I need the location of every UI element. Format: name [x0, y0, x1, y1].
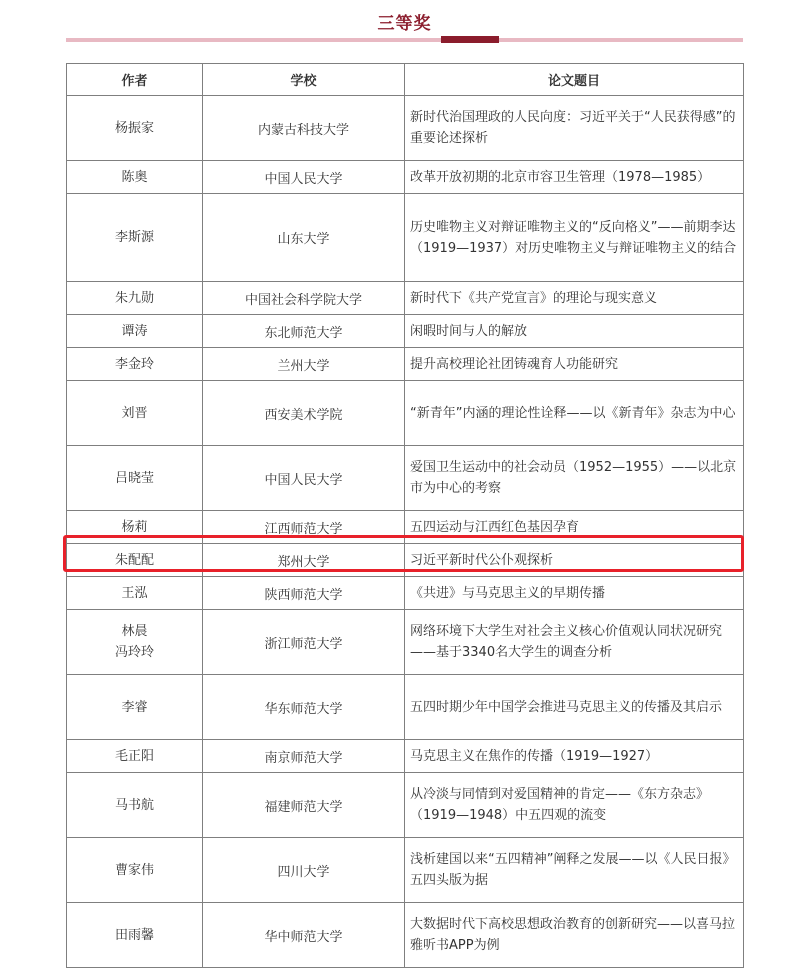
- header-author: 作者: [67, 64, 203, 96]
- author-name: 马书航: [114, 797, 154, 813]
- title-cell: 习近平新时代公仆观探析: [405, 544, 744, 577]
- author-name: 林晨: [121, 624, 148, 639]
- author-name: 杨振家: [114, 120, 154, 136]
- author-name: 冯玲玲: [114, 645, 154, 660]
- school-cell: 东北师范大学: [203, 315, 405, 348]
- author-cell: [67, 381, 203, 446]
- school-cell: 中国人民大学: [203, 161, 405, 194]
- table-row: [67, 161, 744, 194]
- title-cell: 爱国卫生运动中的社会动员（1952—1955）——以北京市为中心的考察: [405, 446, 744, 511]
- table-row: [67, 740, 744, 773]
- table-row: [67, 282, 744, 315]
- table-row: [67, 381, 744, 446]
- table-row: [67, 675, 744, 740]
- author-name: 曹家伟: [114, 862, 154, 878]
- table-header-row: [67, 64, 744, 96]
- school-cell: 陕西师范大学: [203, 577, 405, 610]
- school-cell: 华东师范大学: [203, 675, 405, 740]
- table-row: [67, 544, 744, 577]
- title-underline: [66, 38, 743, 42]
- title-cell: 浅析建国以来“五四精神”阐释之发展——以《人民日报》五四头版为据: [405, 838, 744, 903]
- title-cell: 新时代治国理政的人民向度：习近平关于“人民获得感”的重要论述探析: [405, 96, 744, 161]
- section-title: 三等奖: [377, 14, 432, 34]
- author-cell: [67, 903, 203, 968]
- school-cell: 山东大学: [203, 194, 405, 282]
- author-name: 谭涛: [121, 323, 148, 339]
- author-cell: [67, 194, 203, 282]
- author-cell: [67, 315, 203, 348]
- table-row: [67, 610, 744, 675]
- school-cell: 江西师范大学: [203, 511, 405, 544]
- title-cell: 大数据时代下高校思想政治教育的创新研究——以喜马拉雅听书APP为例: [405, 903, 744, 968]
- school-cell: 中国社会科学院大学: [203, 282, 405, 315]
- school-cell: 兰州大学: [203, 348, 405, 381]
- author-cell: [67, 838, 203, 903]
- author-name: 毛正阳: [114, 748, 154, 764]
- author-name: 朱九勋: [114, 290, 154, 306]
- table-row: [67, 446, 744, 511]
- title-cell: 《共进》与马克思主义的早期传播: [405, 577, 744, 610]
- author-cell: [67, 740, 203, 773]
- author-cell: [67, 544, 203, 577]
- table-row: [67, 348, 744, 381]
- author-cell: [67, 610, 203, 675]
- table-row-highlighted: [67, 577, 744, 610]
- title-underline-accent: [441, 36, 499, 43]
- school-cell: 中国人民大学: [203, 446, 405, 511]
- school-cell: 四川大学: [203, 838, 405, 903]
- school-cell: 南京师范大学: [203, 740, 405, 773]
- author-name: 刘晋: [121, 405, 148, 421]
- title-cell: 历史唯物主义对辩证唯物主义的“反向格义”——前期李达（1919—1937）对历史唯物主义与辩证唯物主义的结合: [405, 194, 744, 282]
- title-cell: “新青年”内涵的理论性诠释——以《新青年》杂志为中心: [405, 381, 744, 446]
- author-cell: [67, 96, 203, 161]
- title-cell: 新时代下《共产党宣言》的理论与现实意义: [405, 282, 744, 315]
- title-cell: 网络环境下大学生对社会主义核心价值观认同状况研究——基于3340名大学生的调查分析: [405, 610, 744, 675]
- author-cell: [67, 161, 203, 194]
- author-cell: [67, 348, 203, 381]
- author-name: 杨莉: [121, 519, 148, 535]
- author-name: 王泓: [121, 585, 148, 601]
- title-cell: 闲暇时间与人的解放: [405, 315, 744, 348]
- school-cell: 福建师范大学: [203, 773, 405, 838]
- table-row: [67, 773, 744, 838]
- author-cell: [67, 773, 203, 838]
- author-name: 李斯源: [114, 230, 154, 245]
- header-school: 学校: [203, 64, 405, 96]
- header-title: 论文题目: [405, 64, 744, 96]
- author-name: 李睿: [121, 699, 148, 715]
- author-cell: [67, 511, 203, 544]
- table-row: [67, 903, 744, 968]
- school-cell: 内蒙古科技大学: [203, 96, 405, 161]
- title-cell: 五四时期少年中国学会推进马克思主义的传播及其启示: [405, 675, 744, 740]
- school-cell: 浙江师范大学: [203, 610, 405, 675]
- table-row: [67, 838, 744, 903]
- school-cell: 西安美术学院: [203, 381, 405, 446]
- author-name: 李金玲: [114, 356, 154, 372]
- title-cell: 五四运动与江西红色基因孕育: [405, 511, 744, 544]
- title-cell: 改革开放初期的北京市容卫生管理（1978—1985）: [405, 161, 744, 194]
- author-cell: [67, 446, 203, 511]
- author-name: 吕晓莹: [114, 470, 154, 486]
- author-name: 陈奥: [121, 169, 148, 185]
- school-cell: 郑州大学: [203, 544, 405, 577]
- table-row: [67, 315, 744, 348]
- section-header: [66, 0, 743, 44]
- author-cell: [67, 577, 203, 610]
- title-cell: 从冷淡与同情到对爱国精神的肯定——《东方杂志》（1919—1948）中五四观的流变: [405, 773, 744, 838]
- author-cell: [67, 675, 203, 740]
- table-row: [67, 96, 744, 161]
- school-cell: 华中师范大学: [203, 903, 405, 968]
- author-cell: [67, 282, 203, 315]
- title-cell: 提升高校理论社团铸魂育人功能研究: [405, 348, 744, 381]
- author-name: 朱配配: [114, 552, 154, 568]
- awards-table: [66, 63, 744, 968]
- table-row: [67, 511, 744, 544]
- table-row: [67, 194, 744, 282]
- author-name: 田雨馨: [114, 927, 154, 943]
- title-cell: 马克思主义在焦作的传播（1919—1927）: [405, 740, 744, 773]
